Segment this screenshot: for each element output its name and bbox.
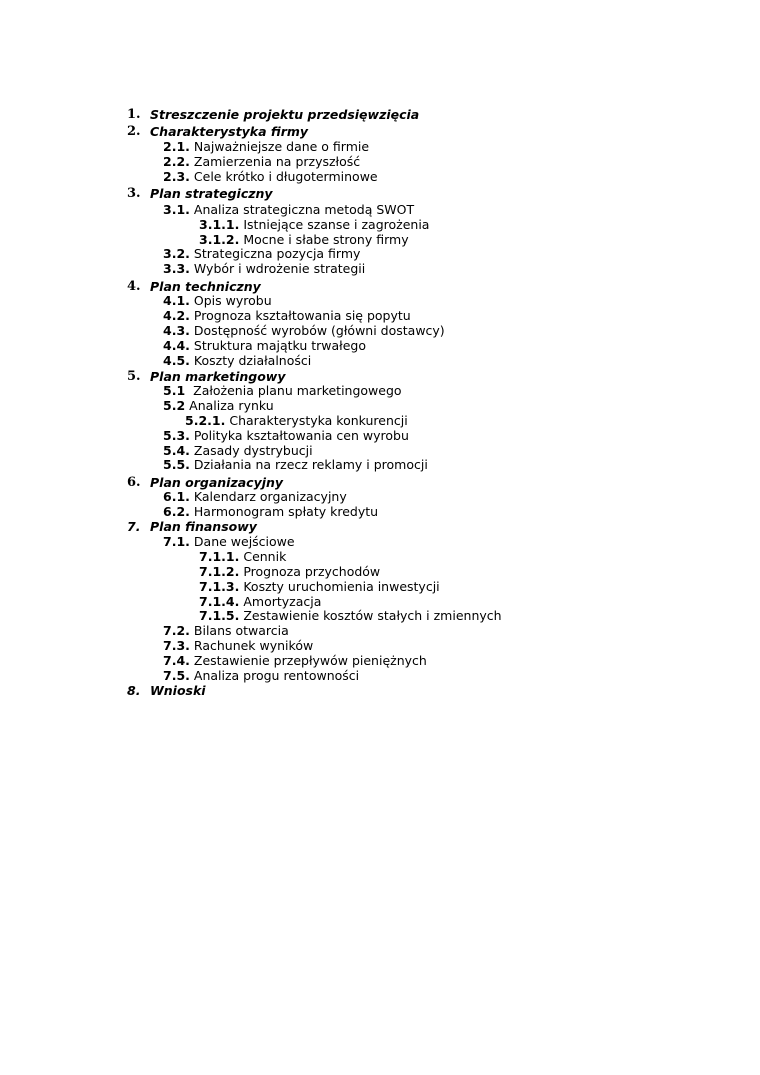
toc-entry-number: 5.3. [163,428,190,443]
toc-entry [185,413,408,429]
toc-entry-number: 7.1.2. [199,564,240,579]
toc-entry [163,534,295,550]
toc-entry [163,398,274,414]
toc-entry-number: 2.2. [163,154,190,169]
toc-entry-number: 2.1. [163,139,190,154]
toc-entry-title: Analiza progu rentowności [193,668,360,683]
toc-entry [163,308,411,324]
toc-entry-title: Koszty uruchomienia inwestycji [243,579,440,594]
toc-entry [199,608,502,624]
toc-entry-number: 5.2 [163,398,186,413]
toc-entry-title: Zestawienie kosztów stałych i zmiennych [243,608,502,623]
toc-entry-title: Istniejące szanse i zagrożenia [243,217,430,232]
toc-entry [199,549,286,565]
toc-entry-number: 3.3. [163,261,190,276]
toc-entry [163,668,359,684]
toc-entry-title: Wybór i wdrożenie strategii [193,261,366,276]
toc-entry-title: Struktura majątku trwałego [193,338,367,353]
toc-entry [163,504,378,520]
toc-entry-title: Harmonogram spłaty kredytu [193,504,379,519]
toc-entry-title: Plan techniczny [150,279,261,294]
toc-entry-title: Analiza strategiczna metodą SWOT [193,202,415,217]
toc-entry [163,489,347,505]
toc-entry-title: Cele krótko i długoterminowe [193,169,378,184]
toc-entry-title: Zestawienie przepływów pieniężnych [193,653,427,668]
toc-entry-number: 7.1.4. [199,594,240,609]
toc-entry-number: 6.2. [163,504,190,519]
toc-entry-number: 5.2.1. [185,413,226,428]
toc-entry-title: Plan organizacyjny [150,475,284,490]
toc-entry-number: 5.1 [163,383,186,398]
toc-entry-number: 2. [127,124,141,139]
toc-entry [163,261,365,277]
toc-entry-number: 3.1.2. [199,232,240,247]
toc-entry [199,564,380,580]
toc-entry-title: Kalendarz organizacyjny [193,489,347,504]
toc-entry [163,653,427,669]
toc-entry-number: 4.4. [163,338,190,353]
toc-entry-title: Wnioski [150,683,206,698]
toc-entry-title: Bilans otwarcia [193,623,289,638]
toc-entry-title: Opis wyrobu [193,293,272,308]
toc-entry-number: 5.5. [163,457,190,472]
toc-entry-title: Koszty działalności [193,353,312,368]
toc-entry-title: Zamierzenia na przyszłość [193,154,361,169]
toc-entry [163,428,409,444]
toc-entry-title: Założenia planu marketingowego [189,383,402,398]
toc-entry-title: Cennik [243,549,287,564]
toc-entry-number: 3.2. [163,246,190,261]
toc-entry [163,202,414,218]
toc-entry-number: 4.1. [163,293,190,308]
toc-entry-number: 7.4. [163,653,190,668]
toc-entry-number: 7.1. [163,534,190,549]
toc-entry-number: 4.3. [163,323,190,338]
toc-entry [163,623,289,639]
toc-entry [163,457,428,473]
toc-entry-title: Prognoza kształtowania się popytu [193,308,411,323]
toc-entry-number: 7.3. [163,638,190,653]
toc-entry-title: Prognoza przychodów [243,564,381,579]
toc-entry-title: Mocne i słabe strony firmy [243,232,409,247]
toc-entry-number: 3.1.1. [199,217,240,232]
toc-entry-number: 7.1.1. [199,549,240,564]
toc-entry [199,579,440,595]
toc-entry [163,139,369,155]
toc-entry-number: 3. [127,186,141,201]
toc-entry-number: 4.2. [163,308,190,323]
toc-entry-number: 4.5. [163,353,190,368]
toc-entry-title: Plan marketingowy [150,369,286,384]
toc-entry-title: Strategiczna pozycja firmy [193,246,361,261]
toc-entry [199,217,429,233]
toc-entry [163,638,313,654]
toc-entry-number: 5. [127,369,141,384]
toc-entry-title: Działania na rzecz reklamy i promocji [193,457,428,472]
toc-entry-title: Rachunek wyników [193,638,314,653]
toc-entry-title: Streszczenie projektu przedsięwzięcia [150,107,420,122]
toc-entry [163,338,366,354]
toc-entry-number: 7.1.3. [199,579,240,594]
toc-entry-number: 4. [127,279,141,294]
toc-entry-number: 7. [127,519,141,534]
toc-entry-title: Polityka kształtowania cen wyrobu [193,428,409,443]
toc-entry-number: 2.3. [163,169,190,184]
toc-entry [163,246,360,262]
toc-entry-number: 3.1. [163,202,190,217]
toc-entry-number: 7.5. [163,668,190,683]
toc-entry-title: Amortyzacja [243,594,322,609]
toc-entry-title: Dostępność wyrobów (główni dostawcy) [193,323,445,338]
toc-entry-title: Plan finansowy [150,519,257,534]
toc-entry [163,353,311,369]
toc-entry-number: 6.1. [163,489,190,504]
toc-entry-number: 7.2. [163,623,190,638]
toc-entry-number: 1. [127,107,141,122]
toc-entry-number: 8. [127,683,141,698]
toc-entry [163,323,445,339]
toc-entry-number: 6. [127,475,141,490]
toc-entry-title: Plan strategiczny [150,186,273,201]
toc-entry-title: Charakterystyka firmy [150,124,309,139]
toc-entry-title: Charakterystyka konkurencji [229,413,408,428]
toc-entry-number: 5.4. [163,443,190,458]
toc-entry [163,169,378,185]
toc-entry-title: Zasady dystrybucji [193,443,313,458]
toc-entry-number: 7.1.5. [199,608,240,623]
toc-entry [163,383,402,399]
toc-entry [163,154,360,170]
toc-entry-title: Najważniejsze dane o firmie [193,139,370,154]
toc-entry-title: Dane wejściowe [193,534,295,549]
toc-entry [163,293,272,309]
toc-entry-title: Analiza rynku [189,398,274,413]
